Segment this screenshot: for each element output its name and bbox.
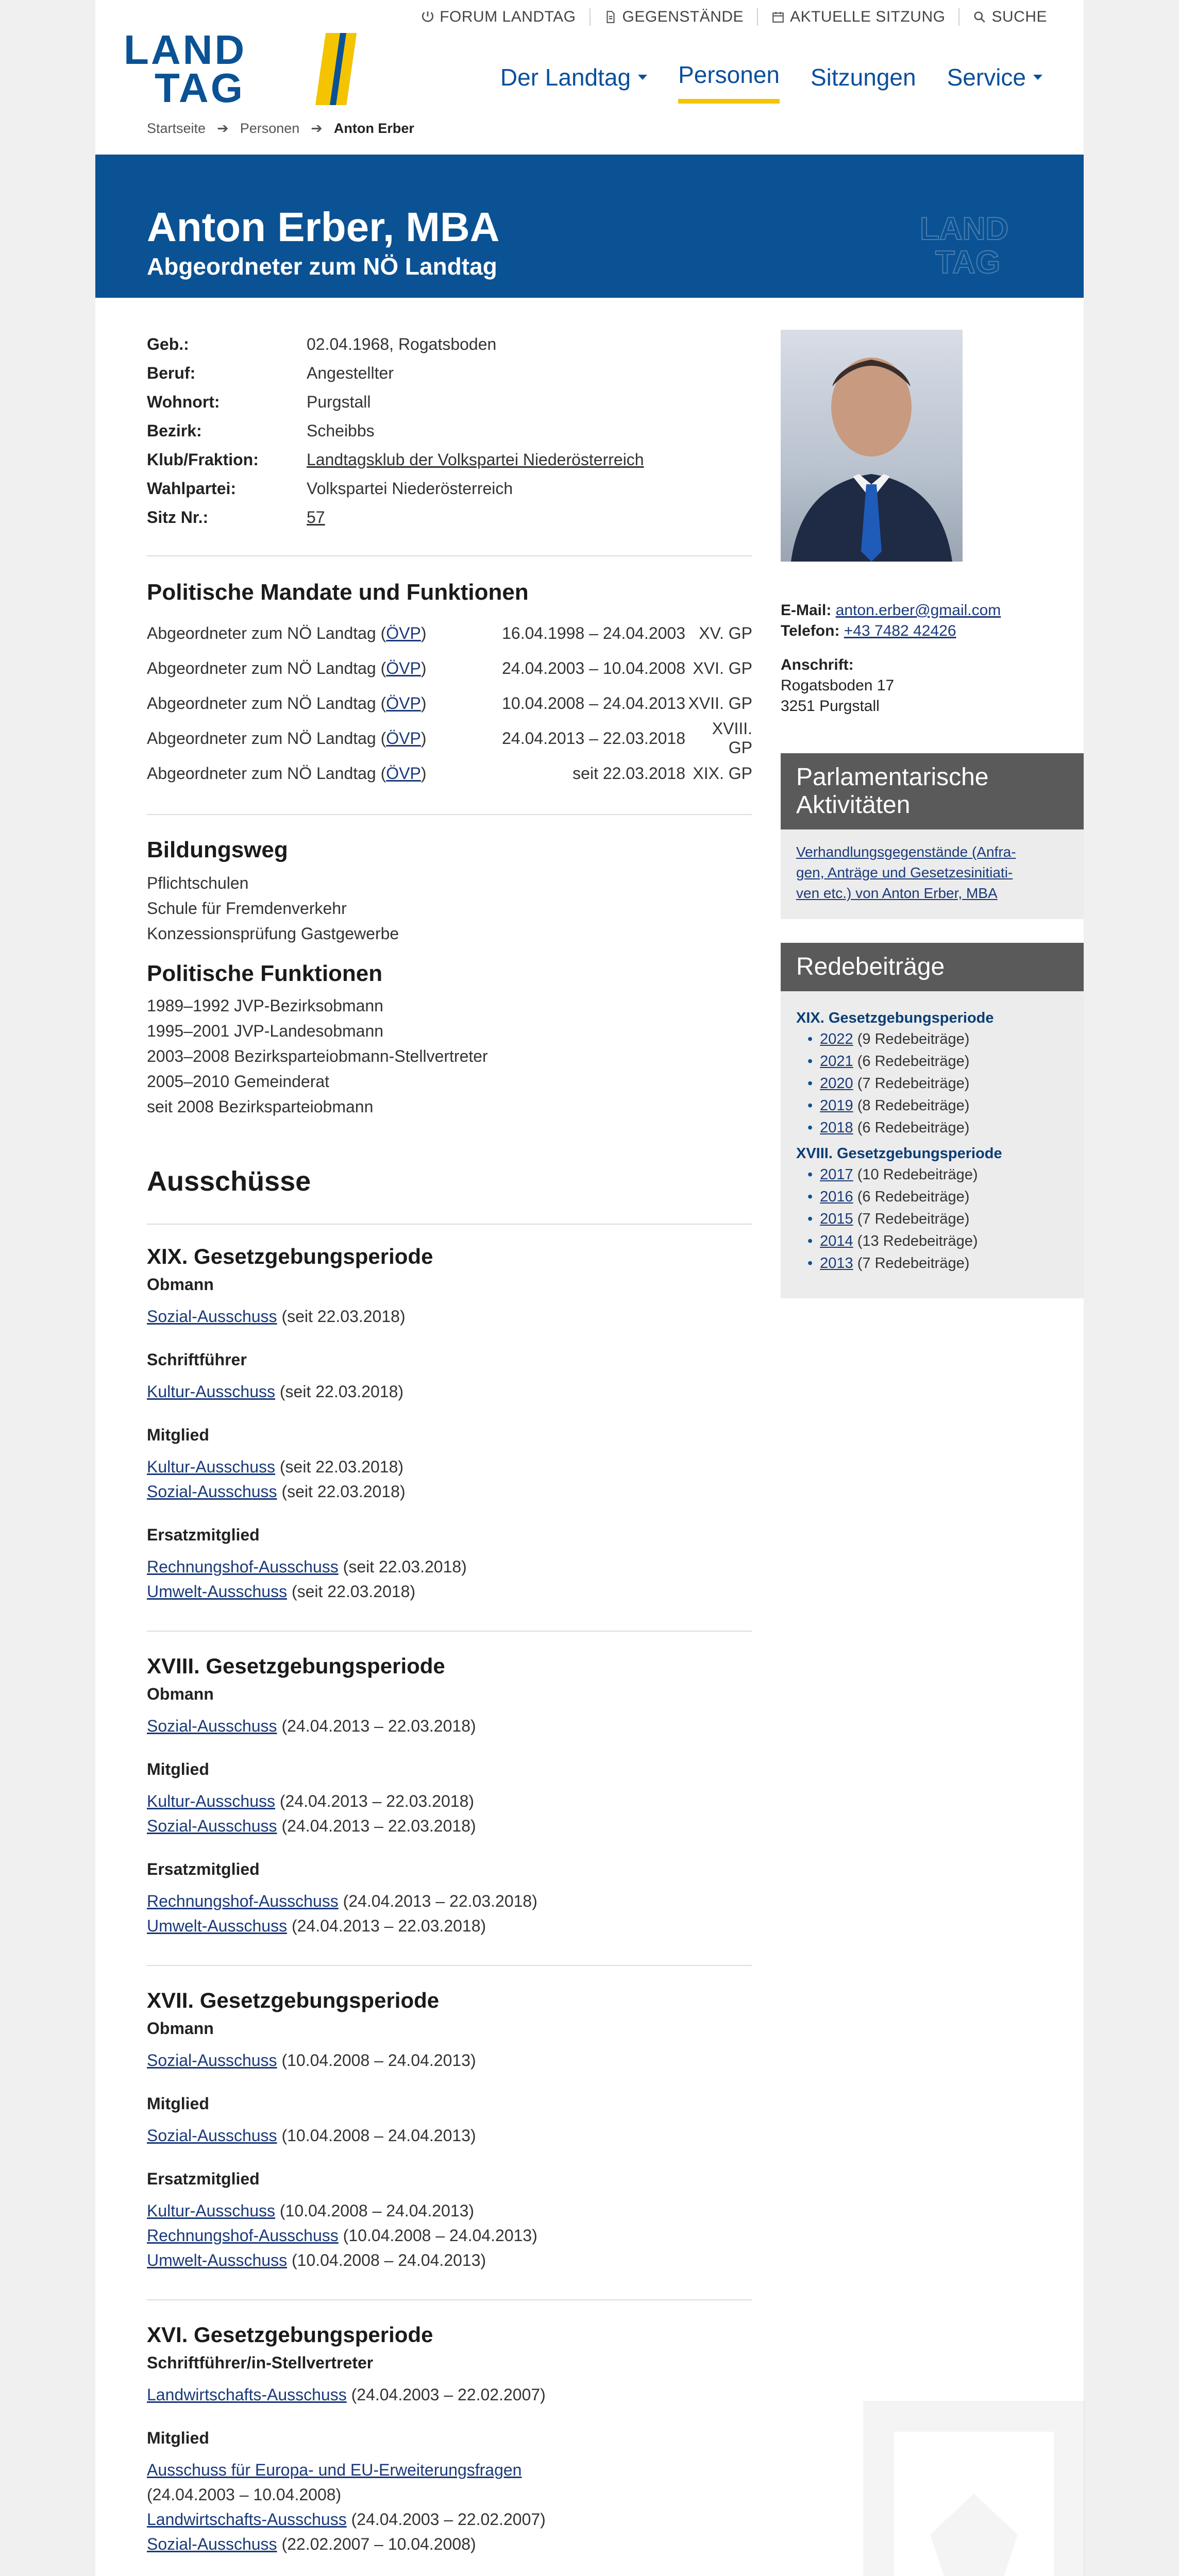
committee-role: Obmann	[147, 1275, 214, 1294]
mandate-row	[147, 616, 752, 651]
forum-icon	[421, 10, 434, 24]
education-list	[147, 871, 399, 946]
info-value: 02.04.1968, Rogatsboden	[307, 334, 497, 353]
speeches-body	[781, 991, 1084, 1290]
mandates-heading: Politische Mandate und Funktionen	[147, 580, 529, 605]
gegenstaende-link[interactable]	[590, 8, 757, 26]
committee-role: Ersatzmitglied	[147, 1860, 260, 1878]
speech-period-title: XVIII. Gesetzgebungsperiode	[796, 1145, 1002, 1162]
speech-period-title: XIX. Gesetzgebungsperiode	[796, 1010, 994, 1026]
speech-year-list	[796, 1164, 1068, 1275]
committee-link[interactable]: Sozial-Ausschuss	[147, 2126, 277, 2145]
committee-item	[147, 2051, 476, 2070]
speech-year-item	[807, 1073, 1068, 1095]
committee-link[interactable]: Sozial-Ausschuss	[147, 1717, 277, 1735]
committee-item	[147, 2251, 486, 2270]
committee-item	[147, 2201, 474, 2221]
speech-year-link[interactable]: 2014	[820, 1233, 853, 1249]
parliamentary-activities-body	[781, 829, 1084, 919]
mandate-title: Abgeordneter zum NÖ Landtag (ÖVP)	[147, 658, 427, 677]
education-heading: Bildungsweg	[147, 837, 288, 862]
speech-year-item	[807, 1186, 1068, 1208]
divider	[147, 1224, 752, 1225]
speech-count: (9 Redebeiträge)	[857, 1031, 970, 1047]
sitzung-link[interactable]	[757, 8, 958, 26]
party-link[interactable]: ÖVP	[386, 764, 421, 783]
search-label: SUCHE	[991, 8, 1047, 25]
mandate-dates: 24.04.2013 – 22.03.2018	[502, 728, 685, 748]
info-row-club	[147, 445, 644, 474]
committee-role: Obmann	[147, 2019, 214, 2038]
search-icon	[973, 10, 986, 24]
mandate-dates: 10.04.2008 – 24.04.2013	[502, 693, 685, 713]
committee-item	[147, 1482, 406, 1501]
committee-item	[147, 1458, 403, 1477]
forum-label: FORUM LANDTAG	[440, 8, 576, 25]
speech-count: (6 Redebeiträge)	[857, 1053, 970, 1070]
info-key: Klub/Fraktion:	[147, 450, 259, 469]
committee-date: (seit 22.03.2018)	[338, 1557, 467, 1576]
info-key: Geb.:	[147, 334, 189, 353]
info-row-seat	[147, 503, 644, 532]
committee-link[interactable]: Sozial-Ausschuss	[147, 2535, 277, 2553]
person-info-table	[147, 330, 644, 532]
mandate-row	[147, 756, 752, 791]
speech-count: (7 Redebeiträge)	[857, 1255, 970, 1272]
landtag-watermark-logo	[920, 211, 1069, 278]
info-value: Purgstall	[307, 392, 371, 411]
committee-date: (seit 22.03.2018)	[277, 1482, 406, 1501]
speech-year-link[interactable]: 2018	[820, 1120, 853, 1136]
speech-year-list	[796, 1028, 1068, 1139]
speech-year-link[interactable]: 2019	[820, 1097, 853, 1114]
committee-item	[147, 1792, 474, 1811]
info-row-residence	[147, 387, 644, 416]
committee-date: (24.04.2013 – 22.03.2018)	[277, 1717, 476, 1735]
seat-link[interactable]: 57	[307, 507, 325, 527]
committee-item	[147, 2126, 476, 2145]
speech-year-item	[807, 1095, 1068, 1117]
mandate-period: XVIII. GP	[712, 719, 752, 757]
link-line: gen, Anträge und Gesetzesinitiati-	[796, 865, 1013, 880]
committee-date: (24.04.2013 – 22.03.2018)	[275, 1792, 475, 1810]
mandate-dates: seit 22.03.2018	[572, 764, 685, 783]
divider	[147, 814, 752, 815]
committee-date: (24.04.2003 – 22.02.2007)	[346, 2510, 546, 2529]
committees-heading: Ausschüsse	[147, 1166, 311, 1197]
committee-link[interactable]: Landwirtschafts-Ausschuss	[147, 2385, 347, 2404]
committee-item	[147, 1892, 537, 1911]
committee-link[interactable]: Sozial-Ausschuss	[147, 2051, 277, 2070]
committee-link[interactable]: Rechnungshof-Ausschuss	[147, 2226, 339, 2245]
political-item: 1989–1992 JVP-Bezirksobmann	[147, 996, 383, 1015]
speech-year-link[interactable]: 2015	[820, 1211, 853, 1227]
committee-link[interactable]: Kultur-Ausschuss	[147, 1458, 275, 1476]
link-line: ven etc.) von Anton Erber, MBA	[796, 885, 998, 901]
contact-block	[781, 600, 1001, 717]
document-icon	[604, 10, 617, 24]
committee-link[interactable]: Umwelt-Ausschuss	[147, 1582, 288, 1601]
committee-link[interactable]: Kultur-Ausschuss	[147, 1382, 275, 1401]
address-line: Rogatsboden 17	[781, 677, 895, 694]
speech-year-item	[807, 1230, 1068, 1252]
period-heading: XVIII. Gesetzgebungsperiode	[147, 1654, 445, 1678]
divider	[147, 1965, 752, 1966]
committee-role: Ersatzmitglied	[147, 1526, 260, 1544]
committee-item	[147, 1582, 415, 1601]
speech-year-item	[807, 1028, 1068, 1050]
speech-count: (7 Redebeiträge)	[857, 1075, 970, 1092]
committee-item	[147, 2385, 546, 2404]
speech-count: (7 Redebeiträge)	[857, 1211, 970, 1227]
committee-date: (24.04.2013 – 22.03.2018)	[287, 1917, 486, 1935]
info-key: Wohnort:	[147, 392, 220, 411]
education-item: Schule für Fremdenverkehr	[147, 899, 347, 918]
chevron-down-icon	[638, 75, 647, 80]
hero-banner	[95, 155, 1084, 298]
political-item: seit 2008 Bezirksparteiobmann	[147, 1097, 374, 1116]
mandate-title: Abgeordneter zum NÖ Landtag (ÖVP)	[147, 693, 427, 713]
committee-link[interactable]: Sozial-Ausschuss	[147, 1482, 277, 1501]
address-line: 3251 Purgstall	[781, 698, 880, 715]
committee-role: Ersatzmitglied	[147, 2170, 260, 2188]
committee-link[interactable]: Landwirtschafts-Ausschuss	[147, 2510, 347, 2529]
speech-count: (13 Redebeiträge)	[857, 1233, 978, 1249]
committee-role: Obmann	[147, 1685, 214, 1703]
info-key: Sitz Nr.:	[147, 507, 209, 527]
mandate-row	[147, 651, 752, 686]
speech-year-link[interactable]: 2020	[820, 1075, 853, 1092]
committee-item	[147, 1717, 476, 1736]
committee-item	[147, 2461, 521, 2480]
breadcrumb	[147, 121, 414, 137]
committee-role: Mitglied	[147, 1760, 209, 1778]
mandate-dates: 16.04.1998 – 24.04.2003	[502, 623, 685, 642]
committee-link[interactable]: Umwelt-Ausschuss	[147, 2251, 288, 2269]
period-heading: XVI. Gesetzgebungsperiode	[147, 2323, 433, 2347]
committee-date: (24.04.2003 – 10.04.2008)	[147, 2485, 342, 2504]
committee-date: (24.04.2013 – 22.03.2018)	[277, 1817, 476, 1835]
divider	[147, 1631, 752, 1632]
gegenstaende-label: GEGENSTÄNDE	[622, 8, 744, 25]
sitzung-label: AKTUELLE SITZUNG	[790, 8, 946, 25]
mandate-period: XVI. GP	[693, 658, 752, 677]
nav-personen-label: Personen	[678, 61, 780, 88]
committee-item	[147, 1307, 406, 1326]
committee-date: (seit 22.03.2018)	[277, 1307, 406, 1326]
committee-link[interactable]: Rechnungshof-Ausschuss	[147, 1557, 339, 1576]
speech-year-link[interactable]: 2022	[820, 1031, 853, 1047]
address-label: Anschrift:	[781, 656, 854, 673]
party-link[interactable]: ÖVP	[386, 623, 421, 642]
committee-link[interactable]: Rechnungshof-Ausschuss	[147, 1892, 339, 1910]
committee-link[interactable]: Ausschuss für Europa- und EU-Erweiterungsfragen	[147, 2461, 522, 2479]
committee-link[interactable]: Kultur-Ausschuss	[147, 1792, 275, 1810]
party-link[interactable]: ÖVP	[386, 693, 421, 713]
nav-service-label: Service	[947, 63, 1026, 91]
committee-item	[147, 2510, 546, 2529]
phone-label: Telefon:	[781, 622, 840, 639]
box-title-line: Aktivitäten	[796, 791, 911, 819]
political-item: 2003–2008 Bezirksparteiobmann-Stellvertreter	[147, 1047, 488, 1065]
eagle-crest-watermark	[863, 2401, 1085, 2576]
arrow-right-icon: ➔	[217, 121, 229, 136]
main-nav	[500, 61, 1042, 104]
speech-year-item	[807, 1164, 1068, 1186]
mandate-dates: 24.04.2003 – 10.04.2008	[502, 658, 685, 677]
info-value: Scheibbs	[307, 421, 375, 440]
nav-sitzungen-label: Sitzungen	[811, 63, 916, 91]
email-label: E-Mail:	[781, 602, 832, 619]
committee-date: (10.04.2008 – 24.04.2013)	[275, 2201, 475, 2220]
committee-date: (10.04.2008 – 24.04.2013)	[277, 2051, 476, 2070]
info-key: Beruf:	[147, 363, 196, 382]
committee-item	[147, 1382, 403, 1401]
divider	[147, 2299, 752, 2300]
committee-role: Schriftführer	[147, 1350, 247, 1369]
speeches-box	[781, 943, 1084, 1298]
speech-year-link[interactable]: 2016	[820, 1189, 853, 1205]
mandate-period: XV. GP	[699, 623, 752, 642]
speech-year-link[interactable]: 2013	[820, 1255, 853, 1272]
breadcrumb-current: Anton Erber	[333, 121, 414, 136]
committee-link[interactable]: Umwelt-Ausschuss	[147, 1917, 288, 1935]
speech-year-item	[807, 1252, 1068, 1275]
political-item: 1995–2001 JVP-Landesobmann	[147, 1022, 384, 1040]
committee-role: Mitglied	[147, 2429, 209, 2447]
committee-role: Mitglied	[147, 1426, 209, 1444]
utility-nav	[408, 4, 1060, 30]
committee-link[interactable]: Kultur-Ausschuss	[147, 2201, 275, 2220]
portrait-photo	[781, 330, 963, 562]
page	[95, 0, 1084, 2576]
mandate-period: XVII. GP	[688, 693, 752, 713]
mandate-title: Abgeordneter zum NÖ Landtag (ÖVP)	[147, 728, 427, 748]
page-title: Anton Erber, MBA	[147, 204, 500, 250]
committee-item	[147, 1917, 486, 1936]
info-key: Bezirk:	[147, 421, 202, 440]
education-item: Pflichtschulen	[147, 874, 249, 892]
search-link[interactable]	[958, 8, 1060, 26]
nav-der-landtag-label: Der Landtag	[500, 63, 631, 91]
logo-graphic	[124, 30, 377, 107]
nav-personen[interactable]	[678, 61, 780, 104]
page-subtitle: Abgeordneter zum NÖ Landtag	[147, 253, 497, 280]
link-line: Verhandlungsgegenstände (Anfra-	[796, 844, 1016, 860]
email-link[interactable]: anton.erber@gmail.com	[835, 602, 1001, 619]
info-row-birth	[147, 330, 644, 359]
nav-sitzungen[interactable]	[811, 61, 916, 104]
committee-date: (10.04.2008 – 24.04.2013)	[338, 2226, 537, 2245]
committee-item	[147, 1557, 467, 1577]
committee-date: (seit 22.03.2018)	[275, 1382, 404, 1401]
committee-link[interactable]: Sozial-Ausschuss	[147, 1307, 277, 1326]
period-heading: XIX. Gesetzgebungsperiode	[147, 1244, 433, 1268]
speech-count: (6 Redebeiträge)	[857, 1189, 970, 1205]
committee-link[interactable]: Sozial-Ausschuss	[147, 1817, 277, 1835]
mandate-row	[147, 721, 752, 756]
activities-link[interactable]	[796, 842, 1068, 904]
speech-year-link[interactable]: 2017	[820, 1166, 853, 1183]
speeches-title: Redebeiträge	[781, 943, 1084, 991]
mandate-title: Abgeordneter zum NÖ Landtag (ÖVP)	[147, 764, 427, 783]
landtag-logo[interactable]	[124, 30, 377, 107]
speech-count: (10 Redebeiträge)	[857, 1166, 978, 1183]
party-link[interactable]: ÖVP	[386, 658, 421, 677]
info-key: Wahlpartei:	[147, 479, 237, 498]
mandate-period: XIX. GP	[693, 764, 752, 783]
committee-date: (24.04.2013 – 22.03.2018)	[338, 1892, 537, 1910]
person-silhouette	[781, 330, 963, 562]
committee-item	[147, 1817, 476, 1836]
info-value: Angestellter	[307, 363, 394, 382]
parliamentary-activities-title	[781, 753, 1084, 829]
committee-date: (seit 22.03.2018)	[275, 1458, 404, 1476]
committee-date: (10.04.2008 – 24.04.2013)	[277, 2126, 476, 2145]
nav-der-landtag[interactable]	[500, 61, 647, 104]
svg-text:LAND: LAND	[920, 211, 1009, 247]
speech-year-item	[807, 1117, 1068, 1139]
divider	[147, 555, 752, 556]
parliamentary-activities-box	[781, 753, 1084, 919]
phone-link[interactable]: +43 7482 42426	[844, 622, 956, 639]
party-link[interactable]: ÖVP	[386, 728, 421, 748]
breadcrumb-startseite[interactable]: Startseite	[147, 121, 206, 136]
committee-date: (seit 22.03.2018)	[287, 1582, 416, 1601]
political-heading: Politische Funktionen	[147, 961, 383, 986]
svg-text:TAG: TAG	[155, 65, 245, 107]
svg-text:LAND: LAND	[124, 30, 247, 73]
svg-text:TAG: TAG	[935, 245, 1001, 278]
info-row-party	[147, 474, 644, 503]
period-heading: XVII. Gesetzgebungsperiode	[147, 1988, 440, 2012]
speech-year-item	[807, 1050, 1068, 1073]
committee-item	[147, 2535, 476, 2554]
mandate-title: Abgeordneter zum NÖ Landtag (ÖVP)	[147, 623, 427, 642]
speech-year-item	[807, 1208, 1068, 1230]
box-title-line: Parlamentarische	[796, 764, 989, 791]
political-list	[147, 993, 488, 1120]
committee-role: Mitglied	[147, 2094, 209, 2113]
info-row-district	[147, 416, 644, 445]
forum-link[interactable]	[408, 8, 589, 26]
speech-year-link[interactable]: 2021	[820, 1053, 853, 1070]
club-link[interactable]: Landtagsklub der Volkspartei Niederösterreich	[307, 450, 644, 469]
committee-date: (24.04.2003 – 22.02.2007)	[346, 2385, 546, 2404]
committee-date: (10.04.2008 – 24.04.2013)	[287, 2251, 486, 2269]
info-row-job	[147, 359, 644, 387]
chevron-down-icon	[1033, 75, 1042, 80]
speech-count: (6 Redebeiträge)	[857, 1120, 970, 1136]
arrow-right-icon: ➔	[311, 121, 323, 136]
education-item: Konzessionsprüfung Gastgewerbe	[147, 924, 399, 943]
committee-date: (22.02.2007 – 10.04.2008)	[277, 2535, 476, 2553]
committee-role: Schriftführer/in-Stellvertreter	[147, 2353, 374, 2372]
calendar-icon	[771, 10, 785, 24]
nav-service[interactable]	[947, 61, 1042, 104]
speech-count: (8 Redebeiträge)	[857, 1097, 970, 1114]
political-item: 2005–2010 Gemeinderat	[147, 1072, 330, 1091]
mandate-row	[147, 686, 752, 721]
committee-item	[147, 2226, 537, 2245]
breadcrumb-personen[interactable]: Personen	[240, 121, 300, 136]
info-value: Volkspartei Niederösterreich	[307, 479, 513, 498]
